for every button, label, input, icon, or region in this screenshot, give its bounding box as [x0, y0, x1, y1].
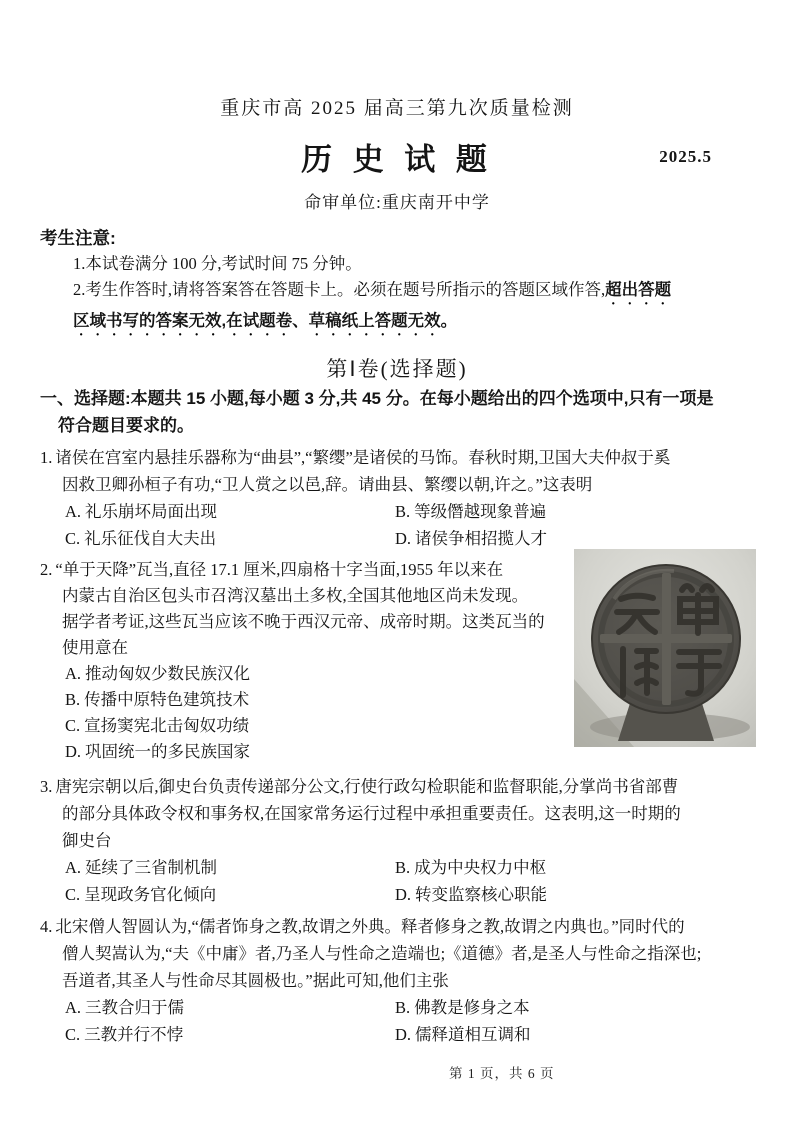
question-4-option-b[interactable]: [395, 994, 754, 1021]
option-text: 成为中央权力中枢: [414, 858, 547, 877]
question-3-number: 3.: [40, 777, 53, 796]
question-2: [40, 557, 754, 765]
subject-title: 历 史 试 题: [301, 142, 493, 177]
notice-heading: 考生注意:: [40, 228, 116, 248]
question-3-option-a[interactable]: [65, 854, 395, 881]
notice-item-2-text: 2.考生作答时,请将答案答在答题卡上。必须在题号所指示的答题区域作答,: [73, 280, 606, 299]
part-title: 第Ⅰ卷(选择题): [326, 357, 468, 381]
option-key: A.: [65, 664, 82, 683]
option-key: A.: [65, 502, 82, 521]
question-2-stem-line-2: 内蒙古自治区包头市召湾汉墓出土多枚,全国其他地区尚未发现。: [62, 586, 529, 605]
question-4-stem-line-2: 僧人契嵩认为,“夫《中庸》者,乃圣人与性命之造端也;《道德》者,是圣人与性命之指深也;: [62, 944, 702, 963]
subject-title-row: [40, 134, 754, 178]
question-3-stem-line-1: [40, 773, 754, 800]
question-4: [40, 913, 754, 1048]
option-key: D.: [65, 742, 82, 761]
option-text: 儒释道相互调和: [415, 1025, 531, 1044]
exam-date: 2025.5: [659, 147, 712, 166]
option-text: 礼乐崩坏局面出现: [85, 502, 218, 521]
option-key: C.: [65, 885, 81, 904]
notice-item-2-emphasis-rest: 区域书写的答案无效,在试题卷、草稿纸上答题无效。: [73, 312, 458, 330]
tile-image: [574, 549, 756, 747]
question-2-stem-text: “单于天降”瓦当,直径 17.1 厘米,四扇格十字当面,1955 年以来在: [55, 560, 504, 579]
question-2-option-a[interactable]: [40, 661, 610, 687]
question-1-options: [40, 498, 754, 552]
question-3: [40, 773, 754, 908]
question-1: [40, 444, 754, 552]
question-1-stem-line-2: 因救卫卿孙桓子有功,“卫人赏之以邑,辞。请曲县、繁缨以朝,许之。”这表明: [62, 475, 593, 494]
option-key: D.: [395, 1025, 412, 1044]
question-1-stem-text: 诸侯在宫室内悬挂乐器称为“曲县”,“繁缨”是诸侯的马饰。春秋时期,卫国大夫仲叔于奚: [55, 448, 671, 467]
option-key: B.: [65, 690, 81, 709]
question-3-stem-text: 唐宪宗朝以后,御史台负责传递部分公文,行使行政勾检职能和监督职能,分掌尚书省部曹: [55, 777, 679, 796]
option-key: A.: [65, 998, 82, 1017]
question-1-option-c[interactable]: [65, 525, 395, 552]
option-text: 巩固统一的多民族国家: [85, 742, 251, 761]
section-instruction-line-2: 符合题目要求的。: [58, 416, 194, 435]
option-text: 佛教是修身之本: [414, 998, 530, 1017]
question-3-stem-line-2: 的部分具体政令权和事务权,在国家常务运行过程中承担重要责任。这表明,这一时期的: [62, 804, 681, 823]
question-2-option-b[interactable]: [40, 687, 610, 713]
option-text: 转变监察核心职能: [415, 885, 548, 904]
option-text: 等级僭越现象普遍: [414, 502, 547, 521]
section-instruction-line-1: 一、选择题:本题共 15 小题,每小题 3 分,共 45 分。在每小题给出的四个选项中,只有一项是: [40, 389, 714, 408]
option-key: B.: [395, 858, 411, 877]
question-3-option-b[interactable]: [395, 854, 754, 881]
tile-artifact-photo: [574, 549, 756, 747]
option-text: 诸侯争相招揽人才: [415, 529, 548, 548]
question-4-number: 4.: [40, 917, 53, 936]
question-3-option-d[interactable]: [395, 881, 754, 908]
question-1-stem-line-1: [40, 444, 754, 471]
option-key: D.: [395, 885, 412, 904]
option-text: 传播中原特色建筑技术: [84, 690, 250, 709]
option-text: 呈现政务官化倾向: [84, 885, 217, 904]
option-key: A.: [65, 858, 82, 877]
option-key: B.: [395, 998, 411, 1017]
notice-item-2-line-1: [40, 277, 754, 308]
question-2-option-c[interactable]: [40, 713, 610, 739]
question-3-option-c[interactable]: [65, 881, 395, 908]
organizer-line: 命审单位:重庆南开中学: [304, 193, 490, 212]
option-text: 三教并行不悖: [84, 1025, 184, 1044]
question-1-number: 1.: [40, 448, 53, 467]
option-text: 推动匈奴少数民族汉化: [85, 664, 251, 683]
question-4-stem-text: 北宋僧人智圆认为,“儒者饰身之教,故谓之外典。释者修身之教,故谓之内典也。”同时代的: [55, 917, 685, 936]
option-text: 延续了三省制机制: [85, 858, 218, 877]
option-key: C.: [65, 529, 81, 548]
option-text: 礼乐征伐自大夫出: [84, 529, 217, 548]
question-1-option-b[interactable]: [395, 498, 754, 525]
option-text: 三教合归于儒: [85, 998, 185, 1017]
question-4-option-a[interactable]: [65, 994, 395, 1021]
question-4-option-d[interactable]: [395, 1021, 754, 1048]
option-text: 宣扬窦宪北击匈奴功绩: [84, 716, 250, 735]
notice-item-2-line-2: [40, 308, 754, 339]
question-2-stem-line-3: 据学者考证,这些瓦当应该不晚于西汉元帝、成帝时期。这类瓦当的: [62, 612, 545, 631]
question-2-stem-line-4: 使用意在: [62, 638, 128, 657]
question-4-stem-line-3: 吾道者,其圣人与性命尽其圆极也。”据此可知,他们主张: [62, 971, 449, 990]
question-1-option-a[interactable]: [65, 498, 395, 525]
option-key: D.: [395, 529, 412, 548]
question-3-options: [40, 854, 754, 908]
page-number: 第 1 页，共 6 页: [449, 1066, 555, 1081]
question-4-options: [40, 994, 754, 1048]
question-2-stem-line-1: [40, 557, 585, 583]
question-2-number: 2.: [40, 560, 53, 579]
question-4-stem-line-1: [40, 913, 754, 940]
question-4-option-c[interactable]: [65, 1021, 395, 1048]
option-key: B.: [395, 502, 411, 521]
exam-title: 重庆市高 2025 届高三第九次质量检测: [220, 98, 574, 119]
question-3-stem-line-3: 御史台: [62, 831, 112, 850]
question-2-option-d[interactable]: [40, 739, 610, 765]
option-key: C.: [65, 716, 81, 735]
question-1-option-d[interactable]: [395, 525, 754, 552]
notice-item-2-emphasis-start: 超出答题: [605, 281, 672, 299]
notice-item-1: 1.本试卷满分 100 分,考试时间 75 分钟。: [73, 254, 362, 273]
option-key: C.: [65, 1025, 81, 1044]
